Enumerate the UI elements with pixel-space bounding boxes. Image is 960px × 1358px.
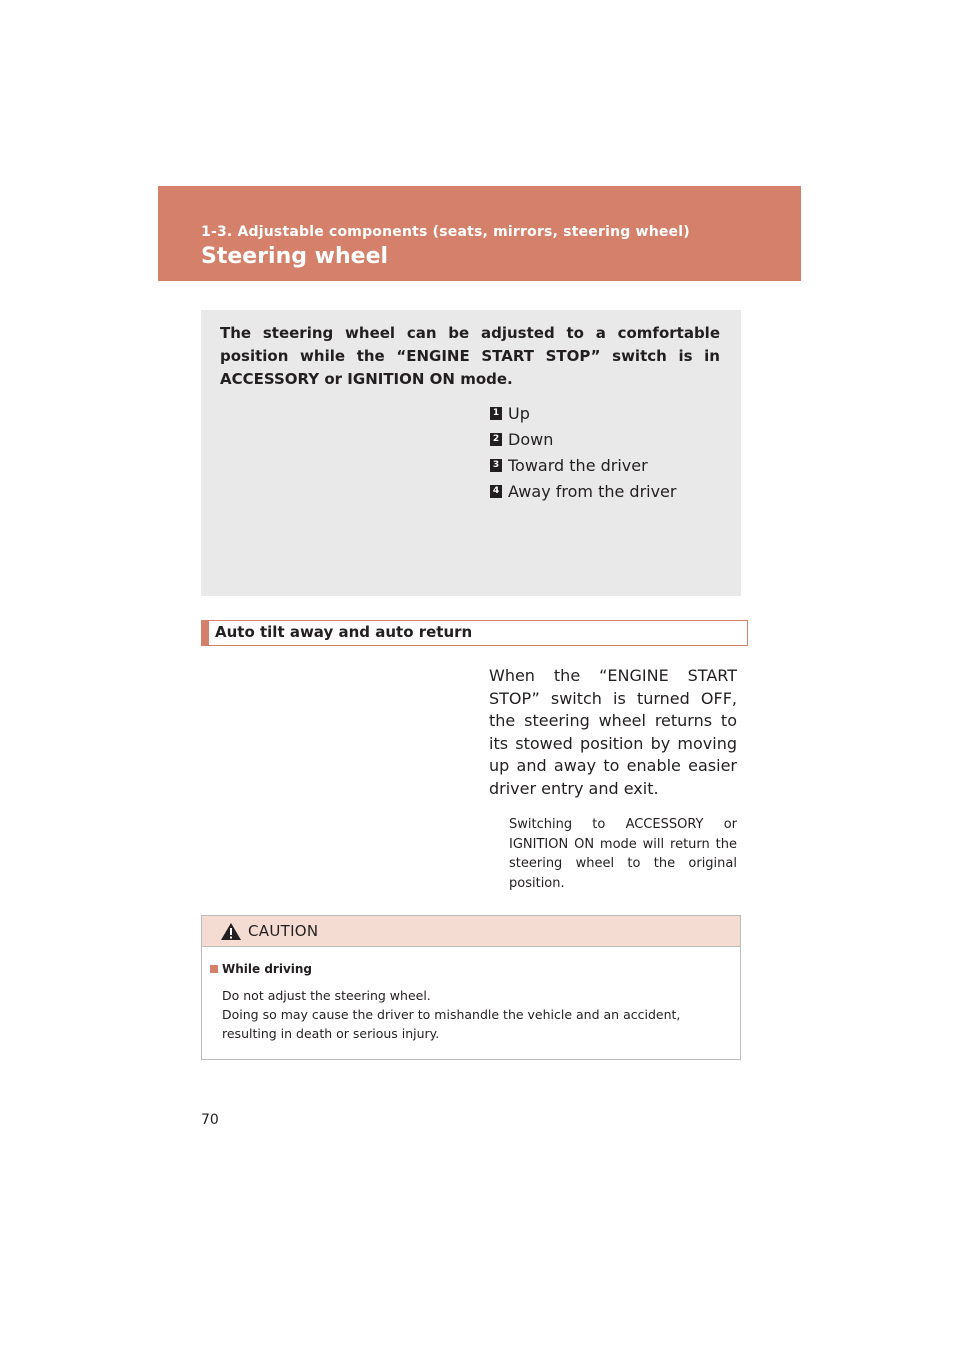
number-1-icon: 1	[490, 407, 502, 420]
caution-title: CAUTION	[248, 922, 319, 940]
section-header	[158, 186, 801, 281]
auto-tilt-note: Switching to ACCESSORY or IGNITION ON mode will return the steering wheel to the original position.	[509, 817, 737, 891]
legend-label: Down	[508, 429, 554, 449]
square-bullet-icon	[210, 965, 218, 973]
legend-item	[490, 400, 676, 426]
legend	[490, 400, 676, 504]
number-3-icon: 3	[490, 459, 502, 472]
legend-label: Toward the driver	[508, 455, 648, 475]
caution-subheading-text: While driving	[222, 962, 313, 976]
legend-item	[490, 478, 676, 504]
subsection-heading	[201, 620, 748, 646]
subsection-heading-text: Auto tilt away and auto return	[215, 623, 473, 641]
legend-item	[490, 452, 676, 478]
number-2-icon: 2	[490, 433, 502, 446]
caution-line: Do not adjust the steering wheel.	[222, 988, 431, 1003]
legend-label: Away from the driver	[508, 481, 677, 501]
section-title: 1-3. Adjustable components (seats, mirrors, steering wheel)	[201, 224, 690, 240]
caution-header	[202, 916, 740, 947]
caution-box	[201, 915, 741, 1060]
caution-line: Doing so may cause the driver to mishandle the vehicle and an accident, resulting in death or serious injury.	[222, 1007, 681, 1041]
number-4-icon: 4	[490, 485, 502, 498]
warning-icon	[220, 922, 242, 941]
intro-box	[201, 310, 741, 596]
legend-label: Up	[508, 403, 530, 423]
caution-subheading	[210, 962, 312, 976]
auto-tilt-body: When the “ENGINE START STOP” switch is turned OFF, the steering wheel returns to its stowed position by moving up and away to enable easier driver entry and exit.	[489, 666, 737, 798]
caution-body	[222, 986, 736, 1043]
legend-item	[490, 426, 676, 452]
intro-text: The steering wheel can be adjusted to a comfortable position while the “ENGINE START STOP” switch is in ACCESSORY or IGNITION ON mode.	[220, 324, 720, 388]
page-title: Steering wheel	[201, 244, 389, 269]
page-number: 70	[201, 1112, 219, 1128]
